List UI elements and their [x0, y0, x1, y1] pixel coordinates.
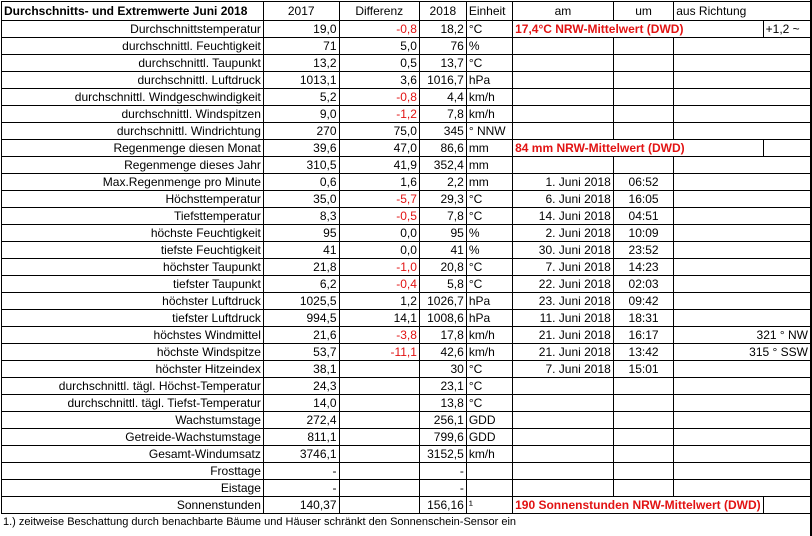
- value-date: [513, 55, 614, 72]
- value-direction: 321 ° NW: [674, 327, 810, 344]
- table-row: [2, 395, 811, 412]
- row-label: höchster Taupunkt: [2, 259, 264, 276]
- value-diff: -0,5: [339, 208, 419, 225]
- value-2017: 35,0: [263, 191, 339, 208]
- value-2018: 5,8: [419, 276, 466, 293]
- value-diff: 47,0: [339, 140, 419, 157]
- value-2017: -: [263, 463, 339, 480]
- value-unit: hPa: [466, 72, 512, 89]
- row-label: durchschnittl. tägl. Höchst-Temperatur: [2, 378, 264, 395]
- table-row: [2, 72, 811, 89]
- value-direction: [674, 395, 810, 412]
- value-diff: [339, 480, 419, 497]
- value-diff: -5,7: [339, 191, 419, 208]
- table-row: [2, 123, 811, 140]
- value-2018: 7,8: [419, 208, 466, 225]
- value-direction: [674, 429, 810, 446]
- table-row: [2, 327, 811, 344]
- value-2017: 3746,1: [263, 446, 339, 463]
- value-time: 10:09: [613, 225, 673, 242]
- value-time: [613, 123, 673, 140]
- value-2018: 2,2: [419, 174, 466, 191]
- table-row: [2, 38, 811, 55]
- value-unit: °C: [466, 191, 512, 208]
- value-2017: 272,4: [263, 412, 339, 429]
- value-unit: °C: [466, 21, 512, 38]
- value-unit: hPa: [466, 293, 512, 310]
- value-time: [613, 463, 673, 480]
- value-date: 23. Juni 2018: [513, 293, 614, 310]
- value-date: [513, 446, 614, 463]
- value-date: [513, 38, 614, 55]
- value-diff: 75,0: [339, 123, 419, 140]
- value-2017: 811,1: [263, 429, 339, 446]
- value-direction: [674, 89, 810, 106]
- value-unit: °C: [466, 55, 512, 72]
- table-row: [2, 276, 811, 293]
- value-unit: km/h: [466, 106, 512, 123]
- value-2018: 7,8: [419, 106, 466, 123]
- table-row: [2, 208, 811, 225]
- table-row: [2, 412, 811, 429]
- value-diff: 5,0: [339, 38, 419, 55]
- value-direction: [674, 293, 810, 310]
- value-direction: [674, 106, 810, 123]
- value-date: [513, 429, 614, 446]
- value-2018: 41: [419, 242, 466, 259]
- value-time: [613, 429, 673, 446]
- note-cell: 190 Sonnenstunden NRW-Mittelwert (DWD): [513, 497, 764, 514]
- value-time: 04:51: [613, 208, 673, 225]
- value-direction: [674, 157, 810, 174]
- table-row: [2, 259, 811, 276]
- value-2018: 1026,7: [419, 293, 466, 310]
- value-time: [613, 72, 673, 89]
- value-time: 23:52: [613, 242, 673, 259]
- value-2018: 1016,7: [419, 72, 466, 89]
- value-date: [513, 106, 614, 123]
- value-2017: 21,6: [263, 327, 339, 344]
- value-time: 15:01: [613, 361, 673, 378]
- table-row: [2, 429, 811, 446]
- weather-stats-table: [1, 1, 810, 514]
- value-diff: [339, 361, 419, 378]
- value-diff: -1,2: [339, 106, 419, 123]
- value-direction: [674, 276, 810, 293]
- value-2017: 270: [263, 123, 339, 140]
- note-cell: 84 mm NRW-Mittelwert (DWD): [513, 140, 764, 157]
- value-unit: °C: [466, 378, 512, 395]
- value-date: 21. Juni 2018: [513, 327, 614, 344]
- value-time: 09:42: [613, 293, 673, 310]
- row-label: Frosttage: [2, 463, 264, 480]
- row-label: tiefster Taupunkt: [2, 276, 264, 293]
- value-unit: km/h: [466, 89, 512, 106]
- row-label: höchste Feuchtigkeit: [2, 225, 264, 242]
- value-2018: 13,8: [419, 395, 466, 412]
- value-2018: 29,3: [419, 191, 466, 208]
- value-time: [613, 55, 673, 72]
- value-2017: 14,0: [263, 395, 339, 412]
- value-diff: [339, 463, 419, 480]
- header-2018: 2018: [419, 2, 466, 21]
- value-time: [613, 446, 673, 463]
- value-2018: 95: [419, 225, 466, 242]
- value-date: 1. Juni 2018: [513, 174, 614, 191]
- value-direction: [674, 72, 810, 89]
- table-row: [2, 55, 811, 72]
- table-row: [2, 497, 811, 514]
- value-direction: [674, 191, 810, 208]
- value-2017: 8,3: [263, 208, 339, 225]
- table-title: Durchschnitts- und Extremwerte Juni 2018: [2, 2, 264, 21]
- value-time: [613, 157, 673, 174]
- value-diff: -0,8: [339, 21, 419, 38]
- value-time: 02:03: [613, 276, 673, 293]
- value-2017: 53,7: [263, 344, 339, 361]
- table-row: [2, 140, 811, 157]
- row-label: Sonnenstunden: [2, 497, 264, 514]
- value-date: 22. Juni 2018: [513, 276, 614, 293]
- table-row: [2, 344, 811, 361]
- value-2018: 156,16: [419, 497, 466, 514]
- note-cell: 17,4°C NRW-Mittelwert (DWD): [513, 21, 764, 38]
- header-diff: Differenz: [339, 2, 419, 21]
- value-unit: ° NNW: [466, 123, 512, 140]
- value-unit: °C: [466, 361, 512, 378]
- value-2018: 42,6: [419, 344, 466, 361]
- table-row: [2, 378, 811, 395]
- value-2017: 71: [263, 38, 339, 55]
- value-unit: [466, 480, 512, 497]
- value-unit: mm: [466, 174, 512, 191]
- header-2017: 2017: [263, 2, 339, 21]
- value-time: 16:17: [613, 327, 673, 344]
- value-2017: 140,37: [263, 497, 339, 514]
- row-label: durchschnittl. Windgeschwindigkeit: [2, 89, 264, 106]
- row-label: tiefste Feuchtigkeit: [2, 242, 264, 259]
- table-row: [2, 361, 811, 378]
- value-2018: 799,6: [419, 429, 466, 446]
- value-unit: °C: [466, 276, 512, 293]
- row-label: Getreide-Wachstumstage: [2, 429, 264, 446]
- row-label: höchstes Windmittel: [2, 327, 264, 344]
- value-date: 30. Juni 2018: [513, 242, 614, 259]
- value-diff: 41,9: [339, 157, 419, 174]
- value-2017: 1013,1: [263, 72, 339, 89]
- value-2018: 4,4: [419, 89, 466, 106]
- table-row: [2, 21, 811, 38]
- value-direction: [674, 38, 810, 55]
- value-2018: 256,1: [419, 412, 466, 429]
- table-row: [2, 89, 811, 106]
- value-unit: km/h: [466, 344, 512, 361]
- table-row: [2, 191, 811, 208]
- value-direction: [674, 446, 810, 463]
- value-diff: 0,0: [339, 242, 419, 259]
- value-2017: 0,6: [263, 174, 339, 191]
- row-label: tiefster Luftdruck: [2, 310, 264, 327]
- value-time: 06:52: [613, 174, 673, 191]
- value-diff: [339, 378, 419, 395]
- value-date: [513, 395, 614, 412]
- value-2017: 41: [263, 242, 339, 259]
- value-2017: -: [263, 480, 339, 497]
- value-date: 6. Juni 2018: [513, 191, 614, 208]
- value-2017: 39,6: [263, 140, 339, 157]
- value-direction: 315 ° SSW: [674, 344, 810, 361]
- header-row: [2, 2, 811, 21]
- value-diff: -11,1: [339, 344, 419, 361]
- value-2018: 86,6: [419, 140, 466, 157]
- value-2018: 18,2: [419, 21, 466, 38]
- value-date: [513, 378, 614, 395]
- value-direction: [674, 242, 810, 259]
- value-2017: 95: [263, 225, 339, 242]
- value-direction: [763, 140, 810, 157]
- table-row: [2, 293, 811, 310]
- header-unit: Einheit: [466, 2, 512, 21]
- value-date: [513, 157, 614, 174]
- row-label: durchschnittl. tägl. Tiefst-Temperatur: [2, 395, 264, 412]
- value-2018: 30: [419, 361, 466, 378]
- row-label: Regenmenge diesen Monat: [2, 140, 264, 157]
- value-time: [613, 412, 673, 429]
- value-direction: [674, 55, 810, 72]
- value-2018: -: [419, 480, 466, 497]
- value-date: [513, 123, 614, 140]
- value-time: [613, 378, 673, 395]
- value-direction: [763, 497, 810, 514]
- value-2017: 9,0: [263, 106, 339, 123]
- value-diff: 1,2: [339, 293, 419, 310]
- value-time: 13:42: [613, 344, 673, 361]
- value-date: 2. Juni 2018: [513, 225, 614, 242]
- table-row: [2, 106, 811, 123]
- row-label: durchschnittl. Luftdruck: [2, 72, 264, 89]
- value-direction: [674, 378, 810, 395]
- footnote: 1.) zeitweise Beschattung durch benachbarte Bäume und Häuser schränkt den Sonnenschein-Sensor ein: [3, 516, 517, 528]
- value-diff: [339, 497, 419, 514]
- header-um: um: [613, 2, 673, 21]
- value-direction: [674, 174, 810, 191]
- value-diff: 14,1: [339, 310, 419, 327]
- value-2018: 1008,6: [419, 310, 466, 327]
- value-unit: GDD: [466, 429, 512, 446]
- value-2018: 352,4: [419, 157, 466, 174]
- value-unit: hPa: [466, 310, 512, 327]
- value-2018: 13,7: [419, 55, 466, 72]
- value-unit: km/h: [466, 446, 512, 463]
- value-date: 7. Juni 2018: [513, 259, 614, 276]
- value-2017: 24,3: [263, 378, 339, 395]
- row-label: durchschnittl. Taupunkt: [2, 55, 264, 72]
- value-time: [613, 106, 673, 123]
- value-direction: [674, 123, 810, 140]
- value-diff: -0,4: [339, 276, 419, 293]
- table-row: [2, 310, 811, 327]
- row-label: Durchschnittstemperatur: [2, 21, 264, 38]
- row-label: Eistage: [2, 480, 264, 497]
- value-diff: -3,8: [339, 327, 419, 344]
- value-2017: 21,8: [263, 259, 339, 276]
- value-diff: [339, 446, 419, 463]
- table-row: [2, 463, 811, 480]
- row-label: durchschnittl. Windspitzen: [2, 106, 264, 123]
- table-row: [2, 225, 811, 242]
- value-unit: [466, 463, 512, 480]
- row-label: Tiefsttemperatur: [2, 208, 264, 225]
- value-diff: 1,6: [339, 174, 419, 191]
- value-2018: 3152,5: [419, 446, 466, 463]
- value-direction: [674, 412, 810, 429]
- value-2018: 17,8: [419, 327, 466, 344]
- value-direction: [674, 225, 810, 242]
- table-row: [2, 174, 811, 191]
- value-direction: [674, 463, 810, 480]
- value-direction: +1,2 ~: [763, 21, 810, 38]
- row-label: höchste Windspitze: [2, 344, 264, 361]
- value-2017: 310,5: [263, 157, 339, 174]
- value-direction: [674, 480, 810, 497]
- value-unit: GDD: [466, 412, 512, 429]
- table-row: [2, 480, 811, 497]
- value-direction: [674, 361, 810, 378]
- value-2017: 1025,5: [263, 293, 339, 310]
- value-time: [613, 38, 673, 55]
- value-direction: [674, 259, 810, 276]
- value-2017: 13,2: [263, 55, 339, 72]
- row-label: Wachstumstage: [2, 412, 264, 429]
- value-diff: [339, 412, 419, 429]
- value-2017: 994,5: [263, 310, 339, 327]
- value-time: [613, 395, 673, 412]
- value-unit: °C: [466, 395, 512, 412]
- value-diff: 3,6: [339, 72, 419, 89]
- value-2018: 23,1: [419, 378, 466, 395]
- value-date: 21. Juni 2018: [513, 344, 614, 361]
- table-row: [2, 157, 811, 174]
- value-2017: 6,2: [263, 276, 339, 293]
- value-direction: [674, 208, 810, 225]
- value-unit: mm: [466, 157, 512, 174]
- value-unit: %: [466, 38, 512, 55]
- row-label: Max.Regenmenge pro Minute: [2, 174, 264, 191]
- value-date: 7. Juni 2018: [513, 361, 614, 378]
- value-time: [613, 480, 673, 497]
- value-2017: 19,0: [263, 21, 339, 38]
- value-date: [513, 463, 614, 480]
- table-row: [2, 242, 811, 259]
- value-2018: -: [419, 463, 466, 480]
- header-direction: aus Richtung: [674, 2, 810, 21]
- header-am: am: [513, 2, 614, 21]
- value-2017: 38,1: [263, 361, 339, 378]
- value-2018: 76: [419, 38, 466, 55]
- row-label: Höchsttemperatur: [2, 191, 264, 208]
- value-time: 14:23: [613, 259, 673, 276]
- value-date: [513, 72, 614, 89]
- value-date: 14. Juni 2018: [513, 208, 614, 225]
- value-date: 11. Juni 2018: [513, 310, 614, 327]
- value-direction: [674, 310, 810, 327]
- value-2018: 20,8: [419, 259, 466, 276]
- value-time: [613, 89, 673, 106]
- value-unit: %: [466, 225, 512, 242]
- value-diff: -0,8: [339, 89, 419, 106]
- row-label: Regenmenge dieses Jahr: [2, 157, 264, 174]
- value-time: 18:31: [613, 310, 673, 327]
- value-diff: 0,5: [339, 55, 419, 72]
- value-2018: 345: [419, 123, 466, 140]
- value-diff: -1,0: [339, 259, 419, 276]
- value-unit: °C: [466, 208, 512, 225]
- row-label: durchschnittl. Feuchtigkeit: [2, 38, 264, 55]
- value-unit: mm: [466, 140, 512, 157]
- value-diff: [339, 429, 419, 446]
- value-unit: °C: [466, 259, 512, 276]
- value-date: [513, 480, 614, 497]
- value-date: [513, 412, 614, 429]
- value-date: [513, 89, 614, 106]
- row-label: Gesamt-Windumsatz: [2, 446, 264, 463]
- row-label: höchster Hitzeindex: [2, 361, 264, 378]
- value-unit: km/h: [466, 327, 512, 344]
- value-2017: 5,2: [263, 89, 339, 106]
- row-label: durchschnittl. Windrichtung: [2, 123, 264, 140]
- value-diff: [339, 395, 419, 412]
- value-unit: ¹: [466, 497, 512, 514]
- value-unit: %: [466, 242, 512, 259]
- table-row: [2, 446, 811, 463]
- value-diff: 0,0: [339, 225, 419, 242]
- row-label: höchster Luftdruck: [2, 293, 264, 310]
- value-time: 16:05: [613, 191, 673, 208]
